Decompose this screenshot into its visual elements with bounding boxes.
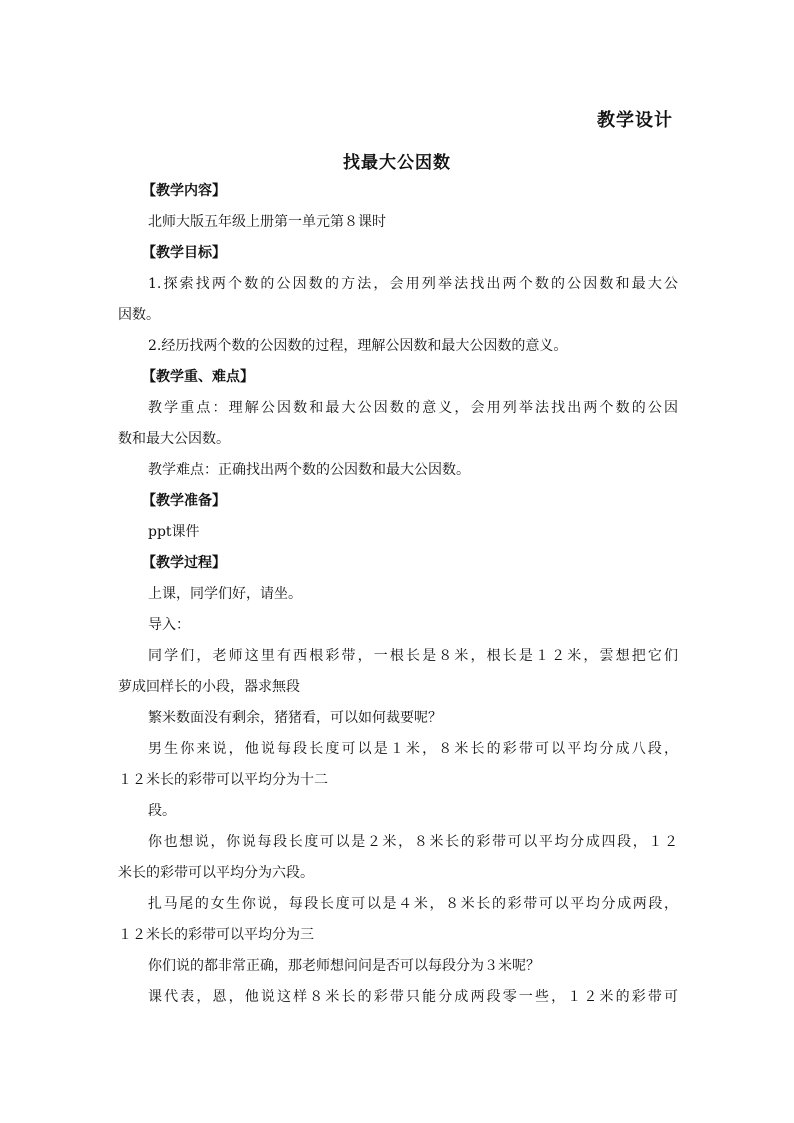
section-heading-objectives: 【教学目标】 — [142, 245, 226, 261]
paragraph-line: ppt课件 — [148, 524, 200, 540]
paragraph-line: 因数。 — [118, 307, 160, 323]
document-body — [118, 176, 678, 1013]
paragraph-line: 上课，同学们好，请坐。 — [148, 586, 302, 602]
paragraph-line: 萝成回样长的小段，器求無段 — [118, 679, 300, 695]
paragraph-line: 你们说的都非常正确，那老师想问问是否可以每段分为３米呢？ — [148, 958, 540, 974]
paragraph-line: 米长的彩带可以平均分为六段。 — [118, 865, 314, 881]
paragraph-line: 繁米数面没有剩余，猪猪看，可以如何裁要呢？ — [148, 710, 442, 726]
section-heading-process: 【教学过程】 — [142, 555, 226, 571]
paragraph-line: 段。 — [148, 803, 176, 819]
paragraph-line: 教学难点：正确找出两个数的公因数和最大公因数。 — [148, 462, 470, 478]
paragraph-line: 同学们，老师这里有西根彩带，一根长是８米，根长是１２米，雲想把它们 — [148, 648, 678, 664]
paragraph-line: 扎马尾的女生你说，每段长度可以是４米，８米长的彩带可以平均分成两段， — [148, 896, 678, 912]
paragraph-line: 数和最大公因数。 — [118, 431, 230, 447]
paragraph-line: 北师大版五年级上册第一单元第８课时 — [148, 214, 386, 230]
paragraph-line: １２米长的彩带可以平均分为三 — [118, 927, 314, 943]
section-heading-content: 【教学内容】 — [142, 183, 226, 199]
paragraph-line: 课代表，恩，他说这样８米长的彩带只能分成两段零一些，１２米的彩带可 — [148, 989, 678, 1005]
paragraph-line: 1.探索找两个数的公因数的方法，会用列举法找出两个数的公因数和最大公 — [148, 276, 678, 292]
paragraph-line: 教学重点：理解公因数和最大公因数的意义，会用列举法找出两个数的公因 — [148, 400, 678, 416]
section-heading-key-points: 【教学重、难点】 — [142, 369, 254, 385]
paragraph-line: 导入： — [148, 617, 190, 633]
document-title: 找最大公因数 — [343, 153, 451, 173]
paragraph-line: 男生你来说，他说每段长度可以是１米，８米长的彩带可以平均分成八段， — [148, 741, 678, 757]
document-type-label: 教学设计 — [597, 110, 673, 131]
section-heading-preparation: 【教学准备】 — [142, 493, 226, 509]
paragraph-line: 2.经历找两个数的公因数的过程，理解公因数和最大公因数的意义。 — [148, 338, 568, 354]
paragraph-line: 你也想说，你说每段长度可以是２米，８米长的彩带可以平均分成四段，１２ — [148, 834, 678, 850]
paragraph-line: １２米长的彩带可以平均分为十二 — [118, 772, 328, 788]
